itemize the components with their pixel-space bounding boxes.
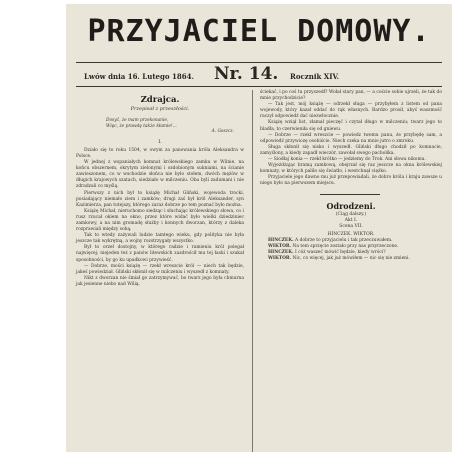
- column-paragraph: Wyjeżdżając bramą zamkową, obejrzał się raz jeszcze na okna królewskiej komnaty, w których paliło się światło, i westchnął ciężko.: [260, 163, 442, 175]
- drama-roles: HINCZEK. WIKTOR.: [327, 231, 375, 237]
- column-paragraph: ściekać, i po coś tu przyszedł? Wołał stary pan, — a coście sobie ujrzeli, że tak do mnie przychodzicie?: [260, 90, 442, 102]
- masthead-rule-top: [76, 62, 442, 63]
- article-column: [76, 90, 244, 288]
- drama-text: Nic, co więcej, jak już mówiłem — nic się nie zmieni.: [292, 255, 410, 261]
- right-column: [260, 90, 442, 262]
- issue-line: [84, 66, 424, 86]
- motto-line: Więc, że prawdę także kłamie!...: [106, 123, 177, 129]
- section-number: I.: [158, 138, 162, 145]
- article-paragraph: W jednej z wspaniałych komnat królewskiego zamku w Wilnie, na końcu obszernem, okrytym zielonymi i ozdobionym sukniami, na ścianie zawieszonem, co w wschodzie słońca nie było stołem, dwóch mężów w długich krajowych szatach, siedziało w milczeniu. Oba byli zadumani i nie zdradzali co myślą.: [76, 160, 244, 190]
- column-paragraph: — Siodłaj konia — rzekł krótko — jedziemy do Trok. Ani słowa nikomu.: [268, 157, 426, 163]
- column-paragraph: Książę wziął list, złamał pieczęć i czytał długo w milczeniu; twarz jego to bladła, to czerwieniła się od gniewu.: [260, 120, 442, 132]
- drama-section: [260, 194, 442, 262]
- drama-text: Na tem sprzęcie zostało przy nas przyrzeczone.: [292, 243, 399, 249]
- article-motto: [106, 118, 244, 135]
- drama-text: A dobrze to przyjacielu i tak przeczuwałem.: [295, 237, 393, 243]
- article-paragraph: Działo się to roku 1504, w owym za panowania króla Aleksandra w Polsce.: [76, 147, 244, 159]
- drama-speaker: HINCZEK.: [268, 249, 294, 255]
- drama-subtitle: (Ciąg dalszy.): [335, 211, 367, 217]
- article-paragraph: Pierwszy z nich był to książę Michał Gliński, wojewoda trocki, posiadający niemało ziem i zamków; drugi zaś był król Aleksander, syn Kazimierza, pan tutejszy, którego zaraz dobrze po tem poznać było można.: [76, 190, 244, 208]
- article-paragraph: — Dobrze, mości książę — rzekł wreszcie król — niech tak będzie, jakeś powiedział. Gliński skłonił się w milczeniu i wyszedł z komnaty.: [76, 263, 244, 275]
- column-paragraph: — Dobrze — rzekł wreszcie — powiedz twemu panu, że przybędę sam, a odpowiedź przywiozę osobiście. Niech czeka na mnie jutro o zmroku.: [260, 132, 442, 144]
- issue-date: Lwów dnia 16. Lutego 1864.: [84, 72, 194, 81]
- drama-act: Akt I.: [344, 217, 358, 223]
- motto-author: A. Goszcz.: [211, 129, 234, 135]
- drama-speaker: HINCZEK.: [268, 237, 294, 243]
- issue-number: Nr. 14.: [214, 64, 279, 84]
- column-paragraph: Przyjaciele jego dawno mu już przepowiadali, że dobro króla i kraju zawsze u niego było na pierwszem miejscu.: [260, 175, 442, 187]
- issue-year: Rocznik XIV.: [290, 72, 340, 81]
- drama-speaker: WIKTOR.: [268, 255, 292, 261]
- drama-title: Odrodzeni.: [326, 200, 376, 211]
- drama-speaker: WIKTOR.: [268, 243, 292, 249]
- newspaper-page: [66, 4, 452, 452]
- masthead-rule-bottom: [76, 86, 442, 87]
- drama-text: I cóż waszeć mówić będzie, kiedy wróci?: [295, 249, 386, 255]
- column-paragraph: Sługa skłonił się nisko i wyszedł. Gliński długo chodził po komnacie, zamyślony, a kiedy zapadł wieczór, zawołał swego pacholika.: [260, 144, 442, 156]
- article-paragraph: Był to orzeł dostojny, w którego radzie i ramieniu król polegał najwięcej; niejeden też z panów litewskich zazdrościł mu tej łaski i szukał sposobności, by go ku upadkowi przywieść.: [76, 245, 244, 263]
- article-paragraph: Nikt z dworzan nie śmiał go zatrzymywać, bo twarz jego była chmurna jak jesienne niebo nad Wilią.: [76, 275, 244, 287]
- column-paragraph: — Tak jest, mój książę — odrzekł sługa — przybyłem z listem od pana wojewody, który kazał oddać do rąk własnych. Bardzo prosił, abyś waszmość raczył odpowiedź dać niezwłocznie.: [260, 102, 442, 120]
- motto-line: Dosyć, że mam przekonanie,: [106, 118, 169, 123]
- section-rule: [320, 194, 380, 195]
- masthead-title: PRZYJACIEL DOMOWY.: [87, 14, 431, 49]
- drama-scene: Scena VII.: [339, 223, 363, 229]
- drama-line: [260, 256, 442, 262]
- article-paragraph: Książę Michał, nieruchomo siedząc i słuchając królewskiego słowa, co i rusz rzucał okiem na okno, przez które widać było wielki dziedziniec zamkowy, a na nim gromadę służby i konnych dworzan, którzy z daleka rozprawiali między sobą.: [76, 208, 244, 233]
- article-heading: Zdrajca.: [140, 95, 180, 105]
- article-subheading: Przepisał z przeszłości.: [130, 106, 190, 112]
- article-paragraph: Tak to wtedy zażywali ludzie tamtego wieku, gdy polityka nie była jeszcze tak wykrętną, a wojny rozstrzygały wszystko.: [76, 233, 244, 245]
- column-divider: [252, 90, 253, 452]
